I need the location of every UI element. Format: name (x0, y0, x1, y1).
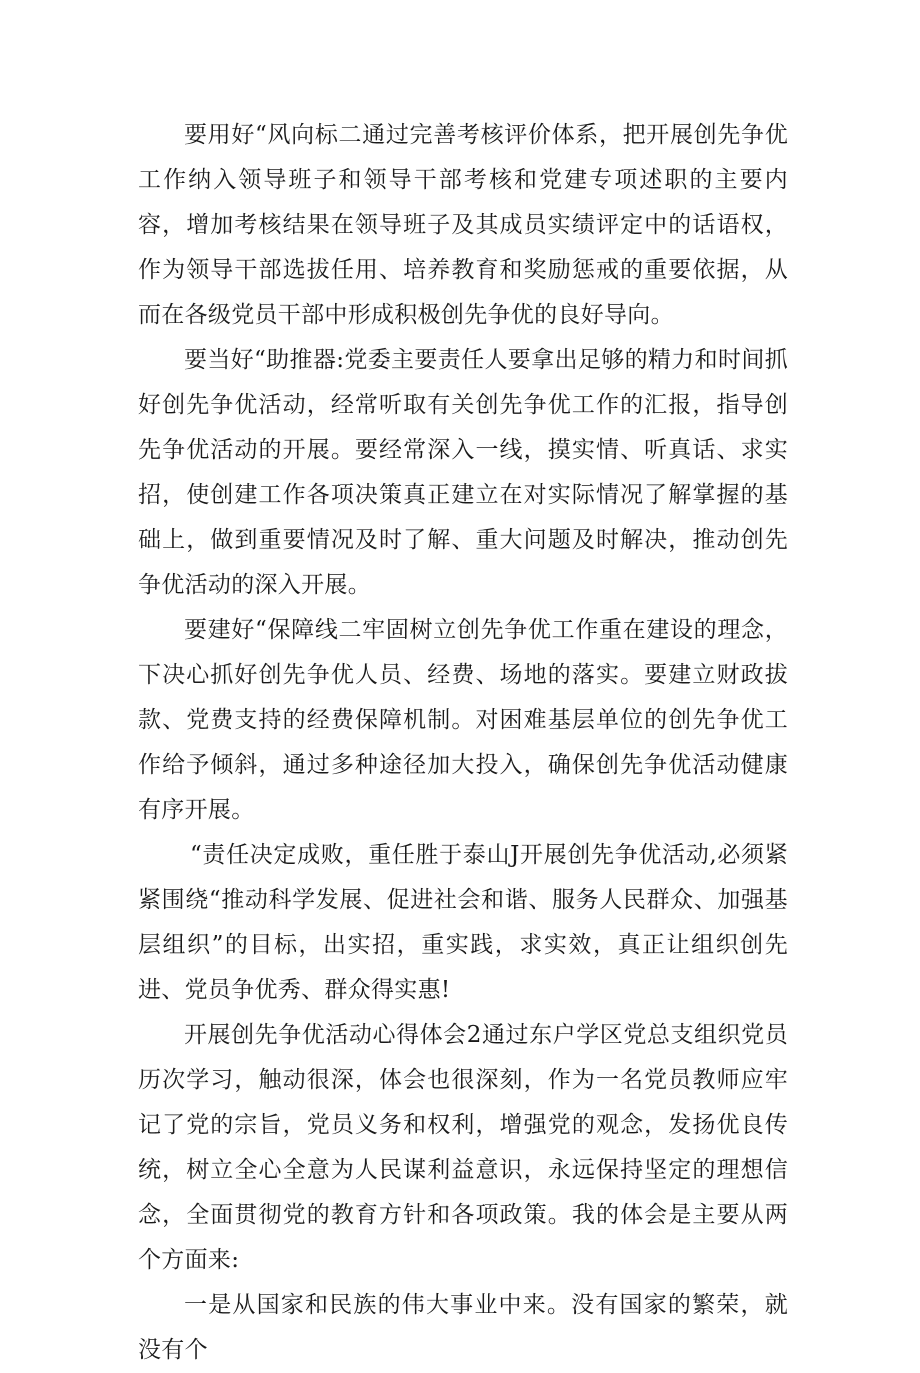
paragraph-responsibility: “责任决定成败，重任胜于泰山J开展创先争优活动,必须紧紧围绕“推动科学发展、促进社会和谐、服务人民群众、加强基层组织”的目标，出实招，重实践，求实效，真正让组织创先进、党员争优秀、群众得实惠! (138, 842, 788, 1003)
paragraph-booster: 要当好“助推器:党委主要责任人要拿出足够的精力和时间抓好创先争优活动，经常听取有关创先争优工作的汇报，指导创先争优活动的开展。要经常深入一线，摸实情、听真话、求实招，使创建工作各项决策真正建立在对实际情况了解掌握的基础上，做到重要情况及时了解、重大问题及时解决，推动创先争优活动的深入开展。 (138, 347, 788, 598)
paragraph-nation: 一是从国家和民族的伟大事业中来。没有国家的繁荣，就没有个 (138, 1292, 788, 1363)
document-body (138, 113, 788, 1373)
paragraph-weathervane: 要用好“风向标二通过完善考核评价体系，把开展创先争优工作纳入领导班子和领导干部考核和党建专项述职的主要内容，增加考核结果在领导班子及其成员实绩评定中的话语权，作为领导干部选拔任用、培养教育和奖励惩戒的重要依据，从而在各级党员干部中形成积极创先争优的良好导向。 (138, 122, 788, 328)
paragraph-experience-2: 开展创先争优活动心得体会2通过东户学区党总支组织党员历次学习，触动很深，体会也很深刻，作为一名党员教师应牢记了党的宗旨，党员义务和权利，增强党的观念，发扬优良传统，树立全心全意为人民谋利益意识，永远保持坚定的理想信念，全面贯彻党的教育方针和各项政策。我的体会是主要从两个方面来: (138, 1022, 788, 1273)
paragraph-safeguard: 要建好“保障线二牢固树立创先争优工作重在建设的理念，下决心抓好创先争优人员、经费、场地的落实。要建立财政拔款、党费支持的经费保障机制。对困难基层单位的创先争优工作给予倾斜，通过多种途径加大投入，确保创先争优活动健康有序开展。 (138, 617, 788, 823)
